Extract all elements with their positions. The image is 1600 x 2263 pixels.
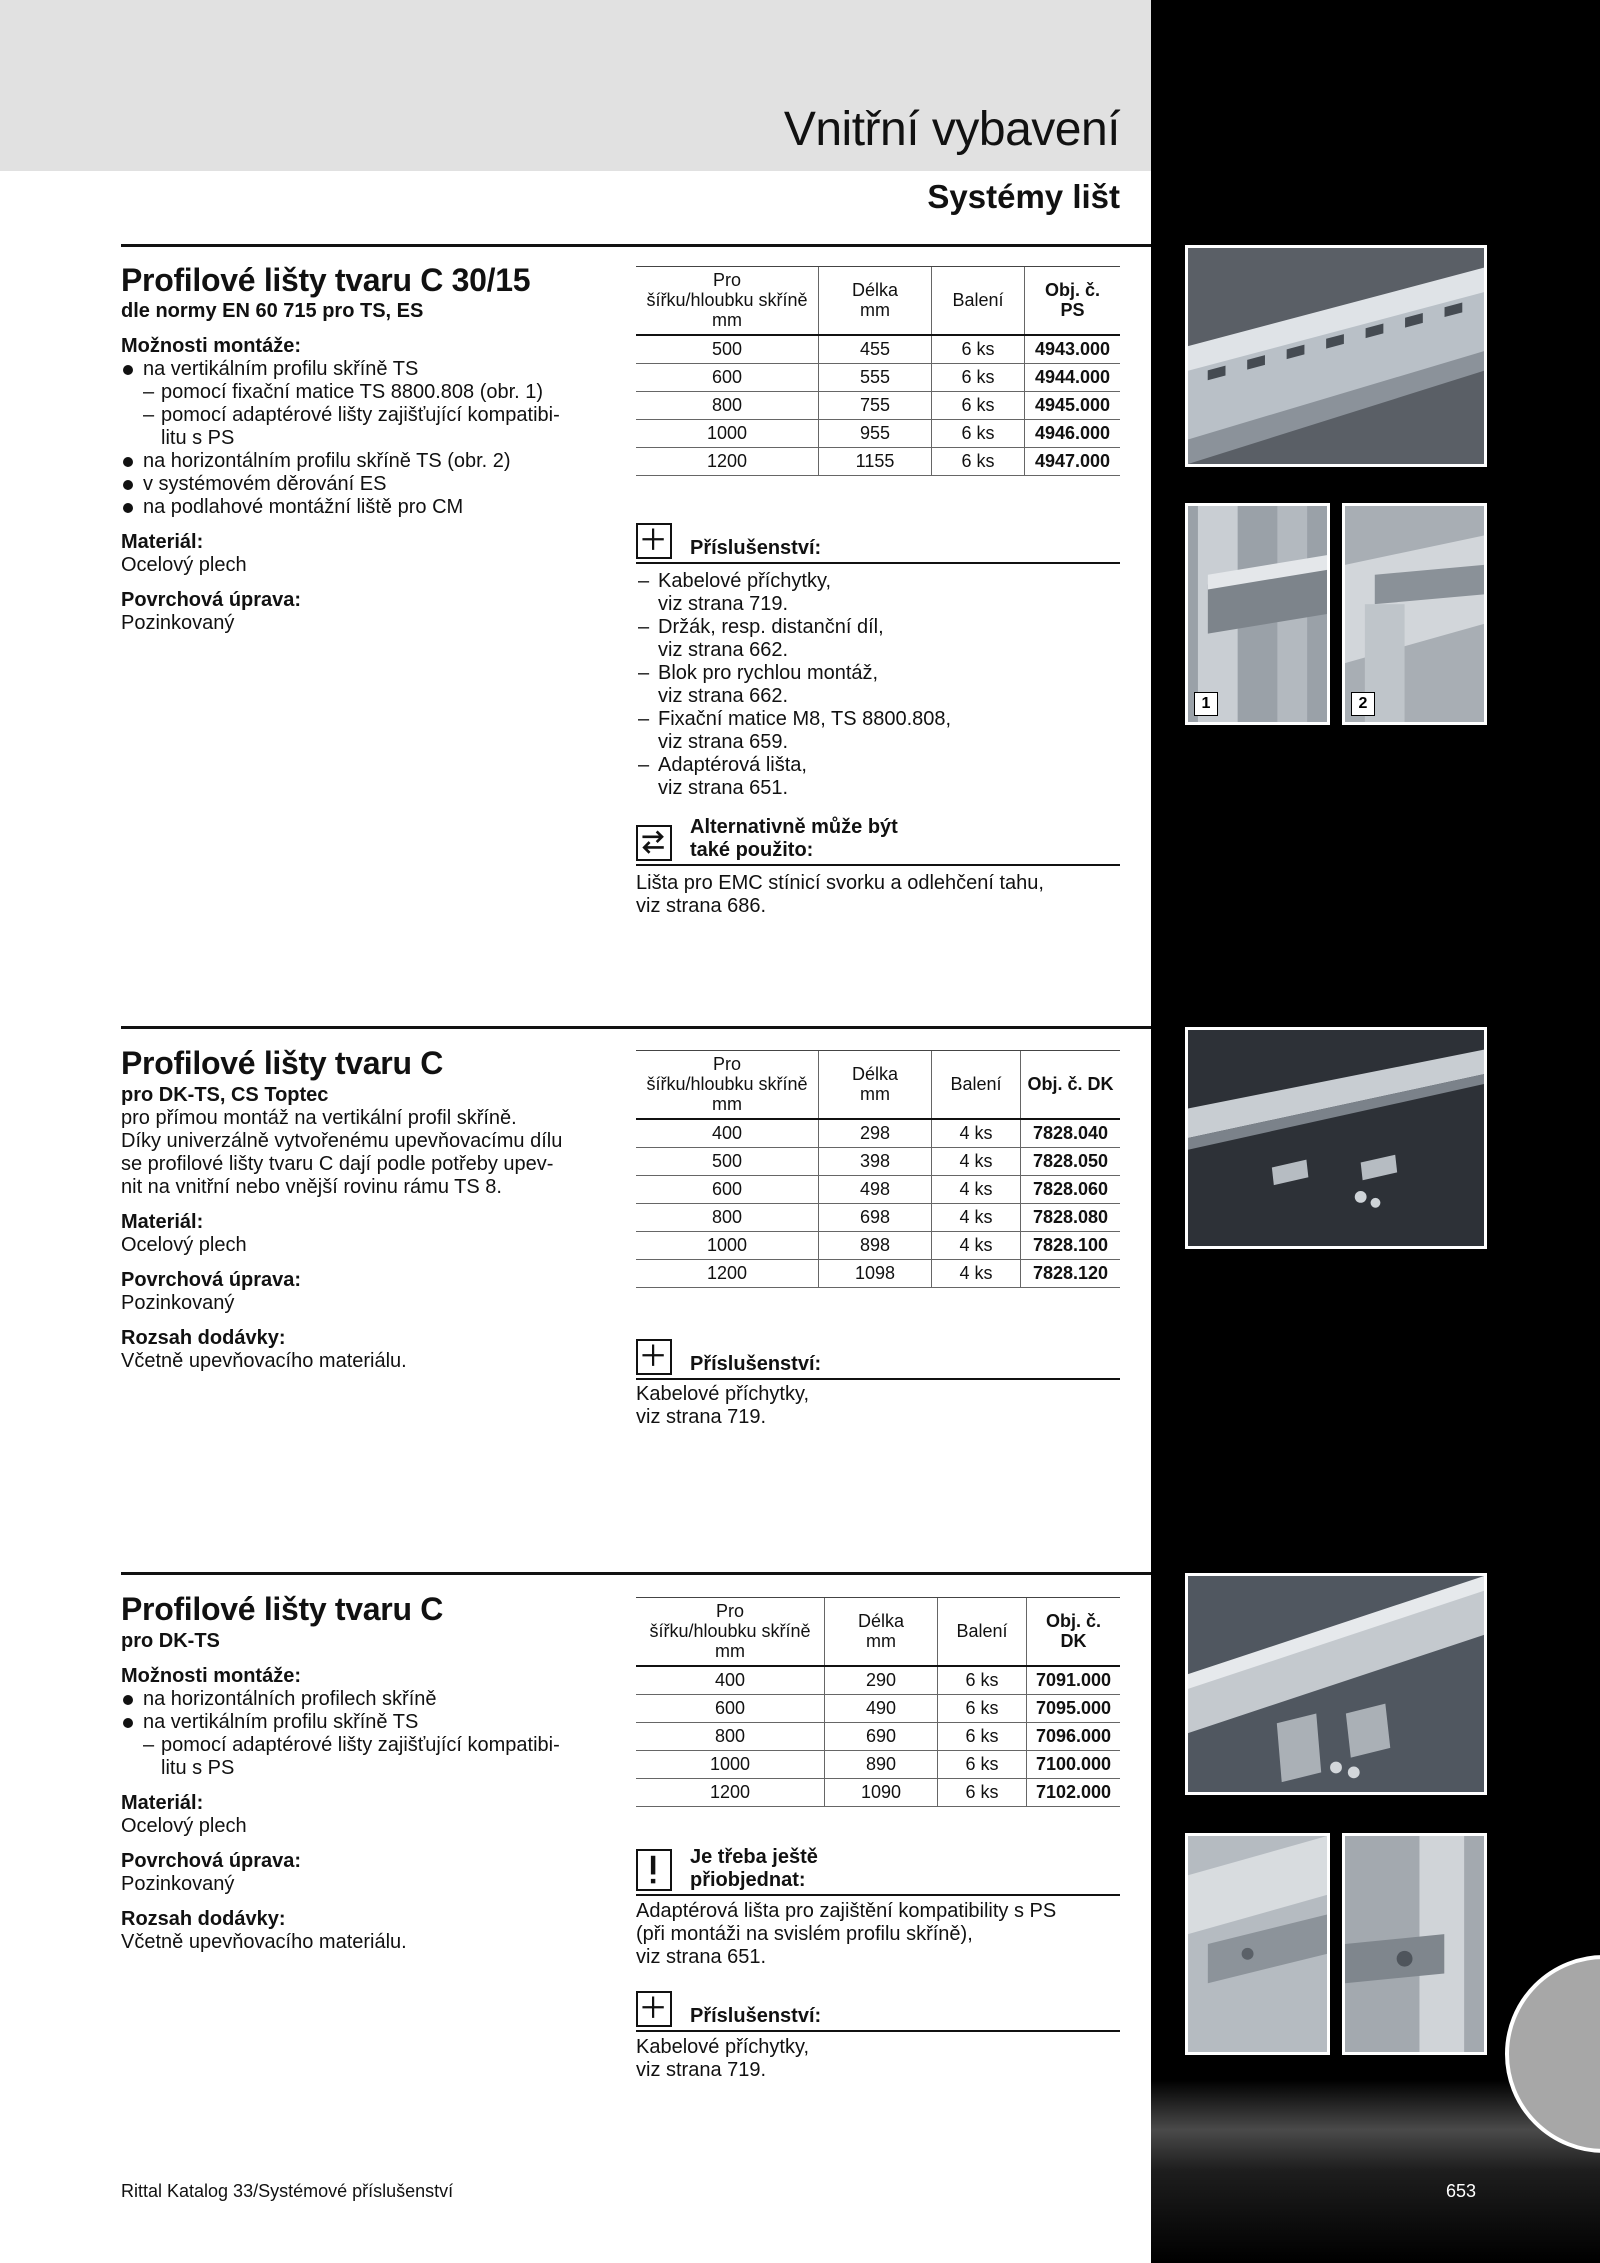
section-rule-3 [121, 1572, 1151, 1575]
accessories-heading: Příslušenství: [690, 537, 822, 559]
photo-label-2: 2 [1351, 692, 1375, 716]
photo-c-rail-toptec [1185, 1027, 1487, 1249]
section2-details [121, 1107, 601, 1373]
photo-c-rail-dk-ts [1185, 1573, 1487, 1795]
table-row: 400 290 6 ks 7091.000 [636, 1666, 1120, 1695]
photo-mounting-1 [1185, 503, 1330, 725]
section3-order-text [636, 1900, 1120, 1969]
section1-details [121, 335, 601, 635]
section2-subtitle: pro DK-TS, CS Toptec [121, 1084, 329, 1106]
plus-icon [636, 1991, 672, 2027]
photo-c-rail-30-15 [1185, 245, 1487, 467]
section2-accessories-header [636, 1330, 1120, 1380]
table-row: 600 555 6 ks 4944.000 [636, 363, 1120, 391]
accessory-ref: viz strana 719. [658, 593, 789, 615]
mount-item: na horizontálních profilech skříně [121, 1688, 601, 1711]
mount-subitem: – pomocí adaptérové lišty zajišťující kompatibi- [121, 1734, 601, 1757]
accessory-item: Kabelové příchytky, [636, 1383, 810, 1405]
col-order-no: Obj. č. DK [1021, 1051, 1121, 1119]
col-pack: Balení [932, 1051, 1021, 1119]
table-header-row [636, 267, 1120, 335]
surface-value: Pozinkovaný [121, 612, 235, 634]
material-heading: Materiál: [121, 1211, 204, 1233]
order-line: (při montáži na svislém profilu skříně), [636, 1923, 973, 1945]
section1-alternative-text [636, 872, 1120, 918]
section2-accessories-list [636, 1383, 1120, 1429]
table-row: 500 455 6 ks 4943.000 [636, 335, 1120, 364]
mount-subitem-cont: litu s PS [161, 1757, 235, 1779]
accessories-heading: Příslušenství: [690, 1353, 822, 1375]
scope-value: Včetně upevňovacího materiálu. [121, 1931, 407, 1953]
accessory-ref: viz strana 719. [636, 2059, 767, 2081]
scope-heading: Rozsah dodávky: [121, 1908, 286, 1930]
section1-subtitle: dle normy EN 60 715 pro TS, ES [121, 300, 424, 322]
description-line: nit na vnitřní nebo vnější rovinu rámu TS 8. [121, 1176, 502, 1198]
mount-subitem-cont: litu s PS [161, 427, 235, 449]
photo-mounting-2 [1342, 503, 1487, 725]
section3-title: Profilové lišty tvaru C [121, 1591, 444, 1627]
surface-heading: Povrchová úprava: [121, 1850, 302, 1872]
mount-subitem: – pomocí adaptérové lišty zajišťující kompatibi- [121, 404, 601, 427]
material-value: Ocelový plech [121, 1234, 247, 1256]
col-width: Pro šířku/hloubku skříně mm [636, 1598, 825, 1666]
section2-title: Profilové lišty tvaru C [121, 1045, 444, 1081]
mount-item: na vertikálním profilu skříně TS [121, 1711, 601, 1734]
page-title: Vnitřní vybavení [783, 103, 1120, 156]
accessory-ref: viz strana 651. [658, 777, 789, 799]
section1-accessories-header [636, 514, 1120, 564]
accessory-item: – Adaptérová lišta, [636, 754, 1120, 777]
material-heading: Materiál: [121, 531, 204, 553]
section3-accessories-list [636, 2036, 1120, 2082]
section3-accessories-header [636, 1982, 1120, 2032]
col-length: Délka mm [819, 267, 932, 335]
table-row: 1000 955 6 ks 4946.000 [636, 419, 1120, 447]
alternative-line: Lišta pro EMC stínicí svorku a odlehčení tahu, [636, 872, 1044, 894]
section3-product-table [636, 1597, 1120, 1807]
section1-product-table [636, 266, 1120, 476]
table-row: 800 698 4 ks 7828.080 [636, 1203, 1120, 1231]
order-line: Adaptérová lišta pro zajištění kompatibility s PS [636, 1900, 1057, 1922]
table-row: 800 690 6 ks 7096.000 [636, 1722, 1120, 1750]
col-pack: Balení [932, 267, 1025, 335]
col-width: Pro šířku/hloubku skříně mm [636, 1051, 819, 1119]
mount-heading: Možnosti montáže: [121, 335, 301, 357]
accessory-ref: viz strana 662. [658, 685, 789, 707]
alternative-line: viz strana 686. [636, 895, 767, 917]
photo-mounting-3 [1185, 1833, 1330, 2055]
mount-item: na horizontálním profilu skříně TS (obr. 2) [121, 450, 601, 473]
description-line: pro přímou montáž na vertikální profil skříně. [121, 1107, 517, 1129]
section1-title: Profilové lišty tvaru C 30/15 [121, 262, 531, 298]
material-heading: Materiál: [121, 1792, 204, 1814]
accessory-ref: viz strana 719. [636, 1406, 767, 1428]
table-header-row [636, 1051, 1120, 1119]
col-order-no: Obj. č. DK [1027, 1598, 1121, 1666]
accessory-item: – Kabelové příchytky, [636, 570, 1120, 593]
accessory-item: – Fixační matice M8, TS 8800.808, [636, 708, 1120, 731]
table-row: 400 298 4 ks 7828.040 [636, 1119, 1120, 1148]
mount-item: v systémovém děrování ES [121, 473, 601, 496]
description-line: Díky univerzálně vytvořenému upevňovacímu dílu [121, 1130, 563, 1152]
alternative-heading: Alternativně může být také použito: [690, 816, 898, 861]
col-length: Délka mm [819, 1051, 932, 1119]
mount-item: na podlahové montážní liště pro CM [121, 496, 601, 519]
table-row: 800 755 6 ks 4945.000 [636, 391, 1120, 419]
col-width: Pro šířku/hloubku skříně mm [636, 267, 819, 335]
footer-page-number: 653 [1446, 2181, 1477, 2201]
section3-details [121, 1665, 601, 1954]
accessory-item: – Blok pro rychlou montáž, [636, 662, 1120, 685]
swap-arrows-icon [636, 825, 672, 861]
exclamation-icon [636, 1849, 672, 1891]
section1-accessories-list [636, 570, 1120, 800]
col-order-no: Obj. č. PS [1025, 267, 1121, 335]
scope-value: Včetně upevňovacího materiálu. [121, 1350, 407, 1372]
surface-value: Pozinkovaný [121, 1873, 235, 1895]
section3-order-header [636, 1840, 1120, 1896]
table-row: 500 398 4 ks 7828.050 [636, 1147, 1120, 1175]
section3-subtitle: pro DK-TS [121, 1630, 220, 1652]
scope-heading: Rozsah dodávky: [121, 1327, 286, 1349]
mount-item: na vertikálním profilu skříně TS [121, 358, 601, 381]
surface-value: Pozinkovaný [121, 1292, 235, 1314]
accessories-heading: Příslušenství: [690, 2005, 822, 2027]
surface-heading: Povrchová úprava: [121, 589, 302, 611]
order-line: viz strana 651. [636, 1946, 767, 1968]
photo-mounting-4 [1342, 1833, 1487, 2055]
section1-alternative-header [636, 810, 1120, 866]
accessory-ref: viz strana 659. [658, 731, 789, 753]
order-heading: Je třeba ještě přiobjednat: [690, 1846, 818, 1891]
col-length: Délka mm [825, 1598, 938, 1666]
col-pack: Balení [938, 1598, 1027, 1666]
photo-label-1: 1 [1194, 692, 1218, 716]
table-header-row [636, 1598, 1120, 1666]
accessory-ref: viz strana 662. [658, 639, 789, 661]
material-value: Ocelový plech [121, 1815, 247, 1837]
footer-catalog: Rittal Katalog 33/Systémové příslušenství [121, 2181, 454, 2201]
mount-heading: Možnosti montáže: [121, 1665, 301, 1687]
section-rule-2 [121, 1026, 1151, 1029]
plus-icon [636, 523, 672, 559]
surface-heading: Povrchová úprava: [121, 1269, 302, 1291]
table-row: 1000 890 6 ks 7100.000 [636, 1750, 1120, 1778]
table-row: 600 498 4 ks 7828.060 [636, 1175, 1120, 1203]
table-row: 600 490 6 ks 7095.000 [636, 1694, 1120, 1722]
material-value: Ocelový plech [121, 554, 247, 576]
table-row: 1000 898 4 ks 7828.100 [636, 1231, 1120, 1259]
section2-product-table [636, 1050, 1120, 1288]
table-row: 1200 1090 6 ks 7102.000 [636, 1778, 1120, 1806]
table-row: 1200 1155 6 ks 4947.000 [636, 447, 1120, 475]
mount-subitem: – pomocí fixační matice TS 8800.808 (obr. 1) [121, 381, 601, 404]
description-line: se profilové lišty tvaru C dají podle potřeby upev- [121, 1153, 554, 1175]
table-row: 1200 1098 4 ks 7828.120 [636, 1259, 1120, 1287]
section-rule-1 [121, 244, 1151, 247]
accessory-item: Kabelové příchytky, [636, 2036, 810, 2058]
page-subtitle: Systémy lišt [927, 178, 1120, 215]
plus-icon [636, 1339, 672, 1375]
accessory-item: – Držák, resp. distanční díl, [636, 616, 1120, 639]
